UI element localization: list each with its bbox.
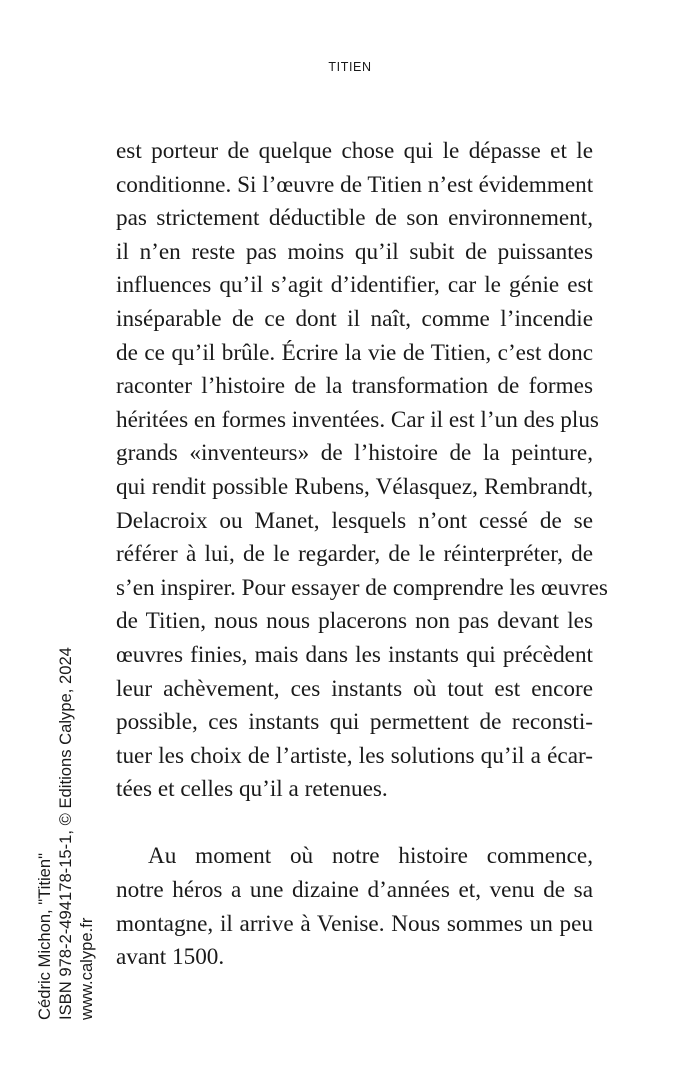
paragraph-1-line: s’en inspirer. Pour essayer de comprendre les œuvres [116,574,608,601]
paragraph-1-line: raconter l’histoire de la transformation de formes [116,373,593,400]
paragraph-1-line: référer à lui, de le regarder, de le réinterpréter, de [116,541,593,568]
paragraph-1-line: Delacroix ou Manet, lesquels n’ont cessé de se [116,507,593,534]
paragraph-1-line: qui rendit possible Rubens, Vélasquez, Rembrandt, [116,473,593,500]
paragraph-2-line: notre héros a une dizaine d’années et, venu de sa [116,877,593,904]
paragraph-1-last-line: tées et celles qu’il a retenues. [116,776,388,803]
credit-website: www.calype.fr [77,917,96,1020]
paragraph-1-line: grands «inventeurs» de l’histoire de la peinture, [116,440,593,467]
paragraph-2-first-line: Au moment où notre histoire commence, [148,843,593,870]
running-head-title: TITIEN [328,60,372,74]
paragraph-gap [116,807,593,841]
credit-isbn-publisher: ISBN 978-2-494178-15-1, © Editions Calype, 2024 [56,647,75,1020]
paragraph-1-line: inséparable de ce dont il naît, comme l’incendie [116,305,593,332]
paragraph-1-line: pas strictement déductible de son environnement, [116,205,593,232]
paragraph-2-line: montagne, il arrive à Venise. Nous sommes un peu [116,910,593,937]
credit-author-title: Cédric Michon, "Titien" [35,852,54,1020]
paragraph-1-line: possible, ces instants qui permettent de reconsti- [116,709,593,736]
paragraph-1-line: conditionne. Si l’œuvre de Titien n’est évidemment [116,171,594,198]
side-credit [34,600,97,1020]
paragraph-1-line: héritées en formes inventées. Car il est l’un des plus [116,406,599,433]
paragraph-1-line: œuvres finies, mais dans les instants qui précèdent [116,641,593,668]
paragraph-2-last-line: avant 1500. [116,944,225,971]
paragraph-1-line: influences qu’il s’agit d’identifier, car le génie est [116,272,593,299]
paragraph-1-line: de Titien, nous nous placerons non pas devant les [116,608,593,635]
paragraph-1-line: est porteur de quelque chose qui le dépasse et le [116,138,593,164]
paragraph-1-line: leur achèvement, ces instants où tout est encore [116,675,593,702]
paragraph-1-line: il n’en reste pas moins qu’il subit de puissantes [116,238,593,265]
body-text [116,135,608,975]
paragraph-1-line: tuer les choix de l’artiste, les solutions qu’il a écar- [116,742,593,769]
paragraph-1-line: de ce qu’il brûle. Écrire la vie de Titien, c’est donc [116,339,593,366]
